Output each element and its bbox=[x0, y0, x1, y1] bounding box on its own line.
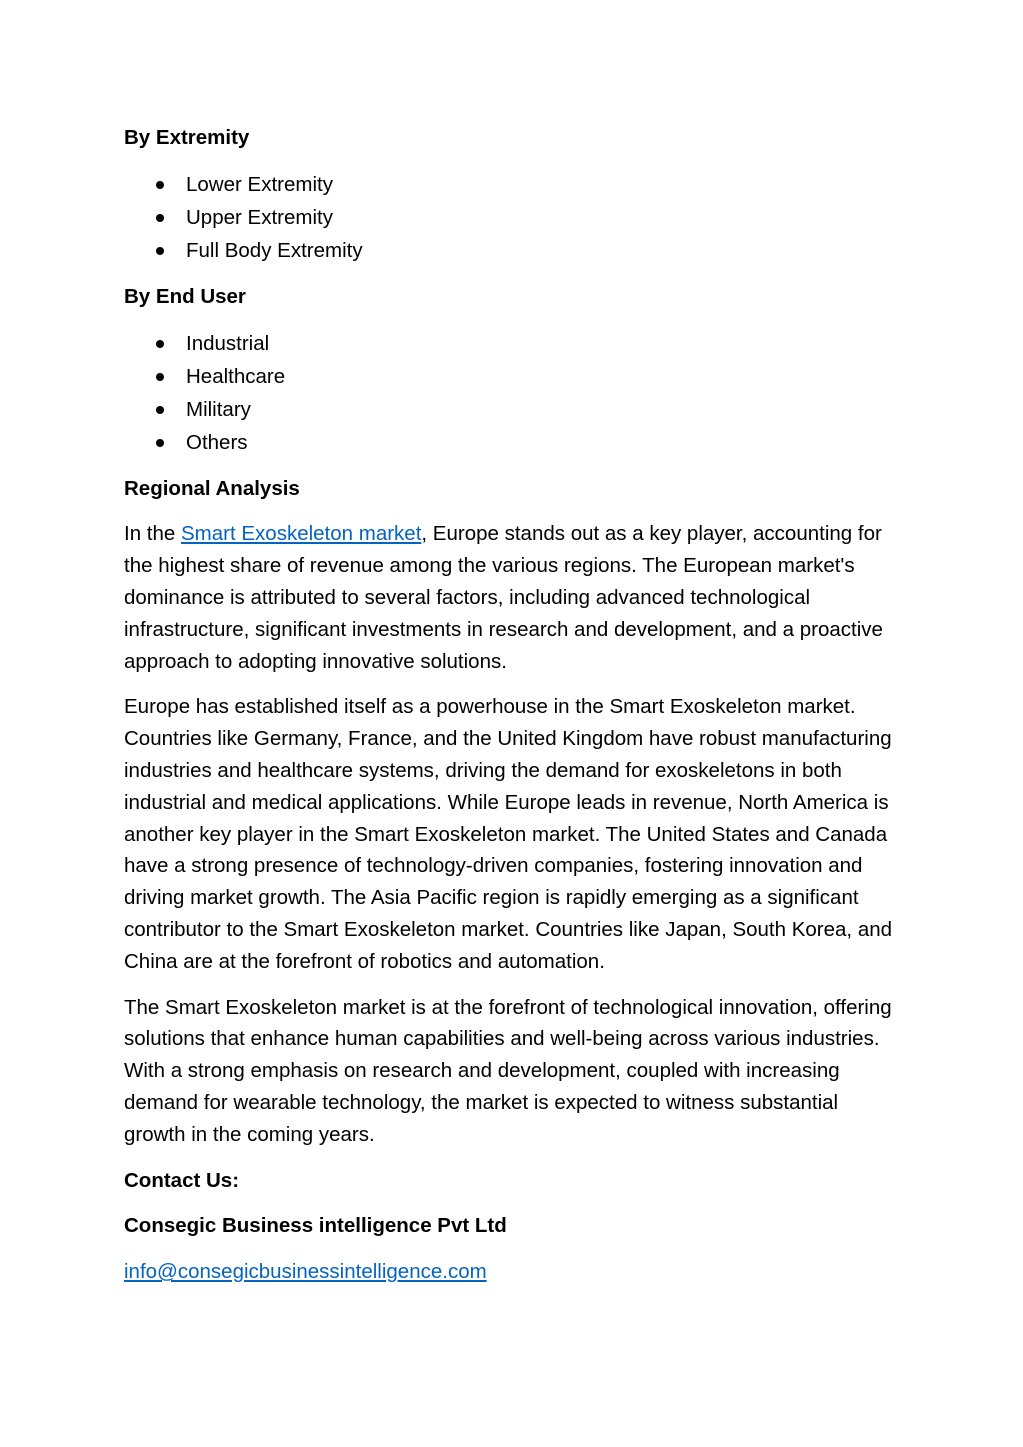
list-item bbox=[124, 360, 904, 393]
list-item bbox=[124, 201, 904, 234]
list-item-label: Lower Extremity bbox=[186, 172, 333, 196]
list-item bbox=[124, 234, 904, 267]
document-body bbox=[124, 122, 904, 1288]
list-item bbox=[124, 168, 904, 201]
bullet-icon bbox=[156, 406, 164, 414]
heading-contact-us: Contact Us: bbox=[124, 1168, 240, 1192]
bullet-icon bbox=[156, 340, 164, 348]
end-user-list bbox=[124, 327, 904, 459]
contact-email-line bbox=[124, 1256, 904, 1288]
list-item-label: Full Body Extremity bbox=[186, 238, 363, 262]
bullet-icon bbox=[156, 214, 164, 222]
list-item-label: Upper Extremity bbox=[186, 205, 333, 229]
paragraph-text: , Europe stands out as a key player, accounting for the highest share of revenue among the various regions. The European market's dominance is attributed to several factors, including advanced technological infrastructure, significant investments in research and development, and a proactive approach to adopting innovative solutions. bbox=[124, 522, 883, 673]
heading-by-extremity: By Extremity bbox=[124, 126, 250, 149]
heading-by-end-user: By End User bbox=[124, 284, 246, 308]
list-item bbox=[124, 393, 904, 426]
extremity-list bbox=[124, 168, 904, 267]
heading-regional-analysis: Regional Analysis bbox=[124, 476, 300, 500]
list-item bbox=[124, 327, 904, 360]
bullet-icon bbox=[156, 439, 164, 447]
regional-paragraph-3: The Smart Exoskeleton market is at the forefront of technological innovation, offering solutions that enhance human capabilities and well-being across various industries. With a strong emphasis on research and development, coupled with increasing demand for wearable technology, the market is expected to witness substantial growth in the coming years. bbox=[124, 995, 892, 1146]
list-item-label: Industrial bbox=[186, 331, 270, 355]
contact-email-link[interactable]: info@consegicbusinessintelligence.com bbox=[124, 1260, 487, 1284]
list-item bbox=[124, 426, 904, 459]
company-name: Consegic Business intelligence Pvt Ltd bbox=[124, 1214, 507, 1238]
bullet-icon bbox=[156, 181, 164, 189]
regional-paragraph-1 bbox=[124, 518, 904, 677]
regional-paragraph-2: Europe has established itself as a powerhouse in the Smart Exoskeleton market. Countries like Germany, France, and the United Kingdom have robust manufacturing industries and healthcare systems, driving the demand for exoskeletons in both industrial and medical applications. While Europe leads in revenue, North America is another key player in the Smart Exoskeleton market. The United States and Canada have a strong presence of technology-driven companies, fostering innovation and driving market growth. The Asia Pacific region is rapidly emerging as a significant contributor to the Smart Exoskeleton market. Countries like Japan, South Korea, and China are at the forefront of robotics and automation. bbox=[124, 695, 893, 973]
smart-exoskeleton-market-link[interactable]: Smart Exoskeleton market bbox=[181, 522, 422, 546]
list-item-label: Healthcare bbox=[186, 364, 286, 388]
list-item-label: Others bbox=[186, 430, 248, 454]
bullet-icon bbox=[156, 373, 164, 381]
list-item-label: Military bbox=[186, 397, 251, 421]
paragraph-text: In the bbox=[124, 522, 181, 546]
bullet-icon bbox=[156, 247, 164, 255]
